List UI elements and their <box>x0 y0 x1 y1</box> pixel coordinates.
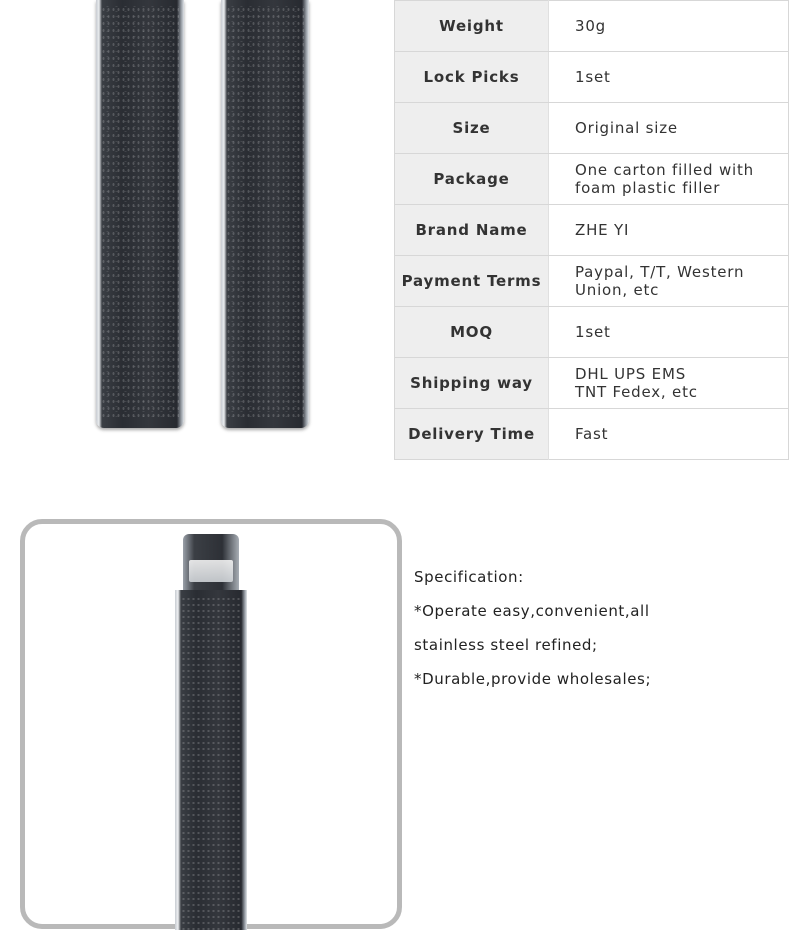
key-blade-body <box>175 590 247 930</box>
product-spec-table <box>394 0 789 460</box>
product-image-key-blades <box>0 0 394 460</box>
spec-key: Payment Terms <box>395 256 549 307</box>
spec-key: Delivery Time <box>395 409 549 460</box>
specification-heading: Specification: <box>414 568 524 586</box>
table-row <box>395 154 789 205</box>
specification-text <box>414 560 784 696</box>
specification-line: *Durable,provide wholesales; <box>414 670 652 688</box>
spec-key: Lock Picks <box>395 52 549 103</box>
specification-line: stainless steel refined; <box>414 636 598 654</box>
product-image-frame <box>20 519 402 929</box>
spec-key: Weight <box>395 1 549 52</box>
key-blade-tip <box>183 534 239 594</box>
spec-key: MOQ <box>395 307 549 358</box>
table-row <box>395 52 789 103</box>
key-blade-right <box>221 0 309 428</box>
key-blade-left <box>96 0 184 428</box>
key-blade-closeup <box>175 534 247 914</box>
table-row <box>395 409 789 460</box>
table-row <box>395 1 789 52</box>
spec-key: Brand Name <box>395 205 549 256</box>
spec-key: Size <box>395 103 549 154</box>
table-row <box>395 307 789 358</box>
spec-value: One carton filled with foam plastic filler <box>549 154 789 205</box>
spec-key: Package <box>395 154 549 205</box>
spec-key: Shipping way <box>395 358 549 409</box>
spec-value: Fast <box>549 409 789 460</box>
specification-line: *Operate easy,convenient,all <box>414 602 650 620</box>
spec-value: Paypal, T/T, Western Union, etc <box>549 256 789 307</box>
table-row <box>395 256 789 307</box>
spec-value: Original size <box>549 103 789 154</box>
spec-value: DHL UPS EMS TNT Fedex, etc <box>549 358 789 409</box>
table-row <box>395 103 789 154</box>
spec-value: 30g <box>549 1 789 52</box>
spec-value: 1set <box>549 52 789 103</box>
spec-value: ZHE YI <box>549 205 789 256</box>
spec-value: 1set <box>549 307 789 358</box>
table-row <box>395 358 789 409</box>
table-row <box>395 205 789 256</box>
